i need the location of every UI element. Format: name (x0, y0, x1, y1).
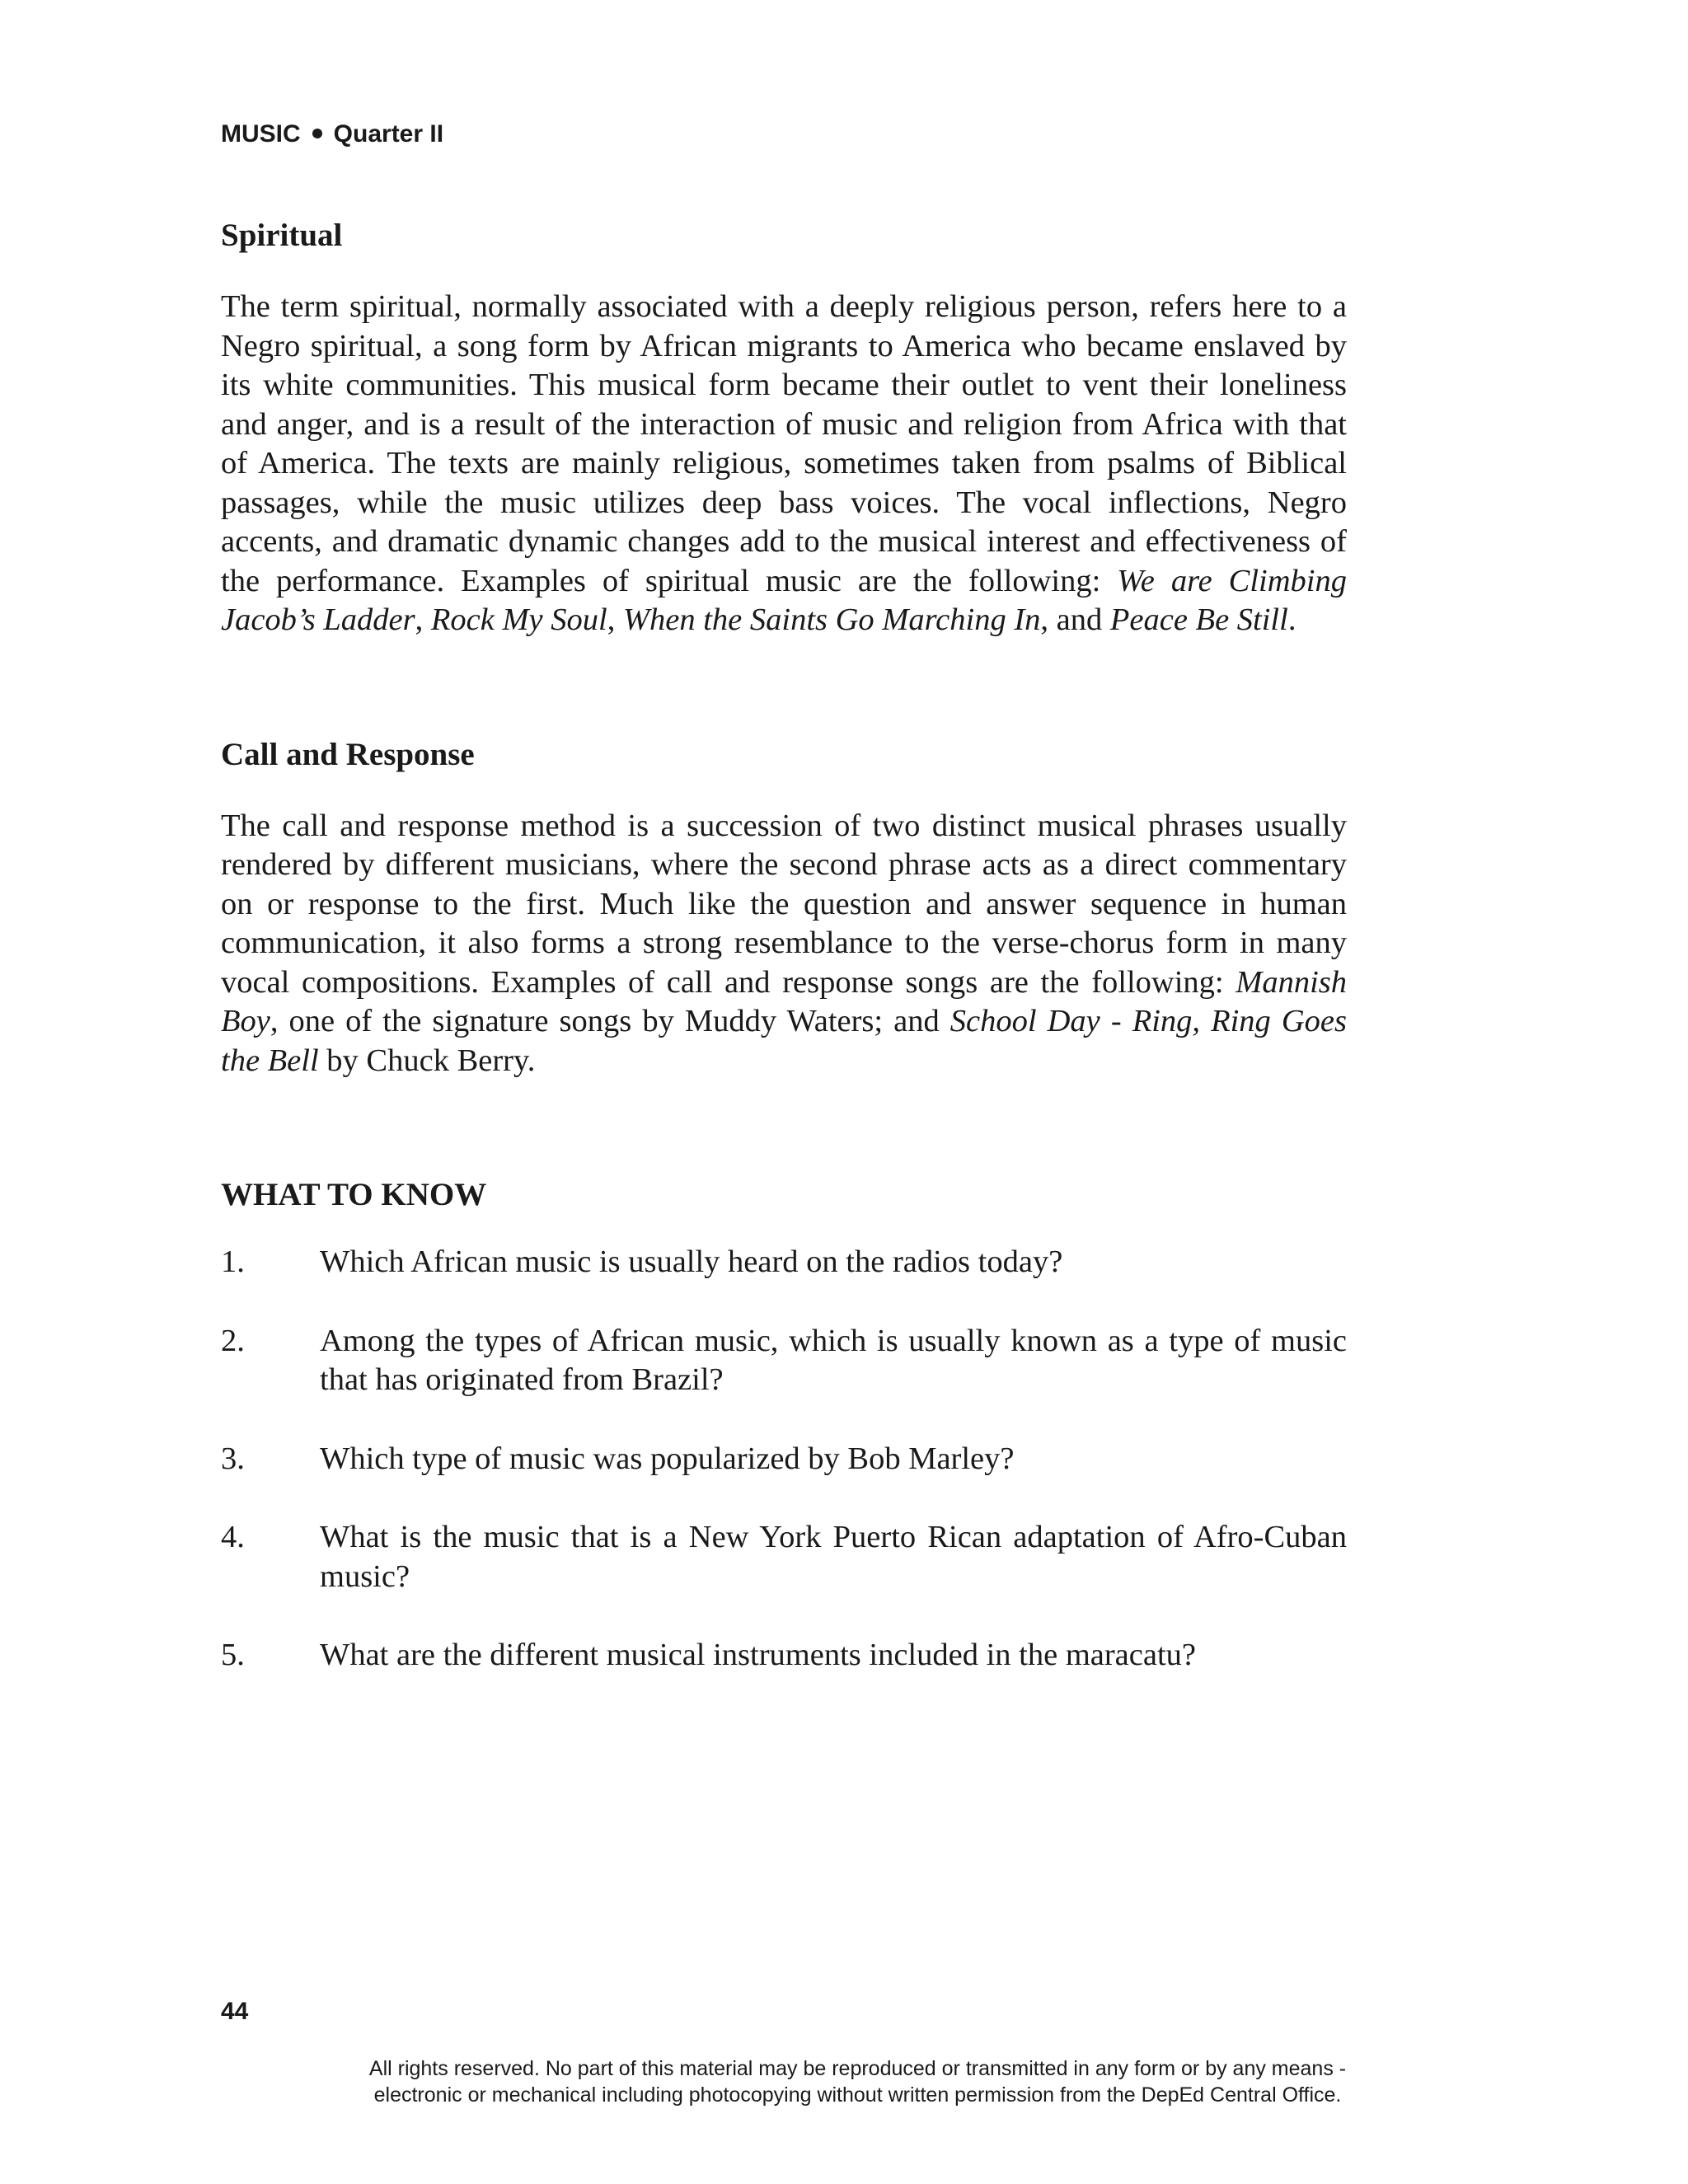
call-response-text: The call and response method is a succession of two distinct musical phrases usually rendered by different musicians, where the second phrase acts as a direct commentary on or response to the first. Much like the question and answer sequence in human communication, it also forms a strong resemblance to the verse-chorus form in many vocal compositions. Examples of call and response songs are the following: (221, 808, 1347, 1000)
section-title-spiritual: Spiritual (221, 218, 343, 253)
item-question: Among the types of African music, which is usually known as a type of music that has originated from Brazil? (320, 1323, 1347, 1397)
header-quarter: Quarter II (333, 120, 444, 148)
sentence-end: . (1287, 602, 1296, 637)
spiritual-example-4: Peace Be Still (1109, 602, 1288, 637)
list-item (221, 1322, 1347, 1400)
call-response-text-mid: , one of the signature songs by Muddy Waters; and (270, 1004, 950, 1038)
item-number: 1. (221, 1244, 245, 1279)
list-item (221, 1440, 1347, 1479)
item-question: What is the music that is a New York Puerto Rican adaptation of Afro-Cuban music? (320, 1520, 1347, 1594)
running-header (221, 120, 443, 148)
separator: , (607, 602, 623, 637)
page-content (221, 211, 1347, 1715)
item-question: Which type of music was popularized by Bob Marley? (320, 1441, 1015, 1476)
copyright-footer (221, 2055, 1494, 2108)
spiritual-paragraph (221, 288, 1347, 640)
item-number: 2. (221, 1323, 245, 1358)
page-number: 44 (221, 1998, 249, 2025)
bullet-dot-icon (312, 129, 322, 138)
footer-line-1: All rights reserved. No part of this material may be reproduced or transmitted in any form or by any means - (368, 2057, 1347, 2080)
spiritual-example-2: Rock My Soul (430, 602, 607, 637)
spiritual-example-3: When the Saints Go Marching In (622, 602, 1041, 637)
section-title-what-to-know: WHAT TO KNOW (221, 1177, 487, 1212)
item-number: 5. (221, 1638, 245, 1672)
item-number: 3. (221, 1441, 245, 1476)
list-item (221, 1518, 1347, 1596)
separator: , and (1040, 602, 1110, 637)
question-list (221, 1243, 1347, 1675)
section-title-call-response: Call and Response (221, 736, 475, 772)
list-item (221, 1243, 1347, 1282)
call-response-text-end: by Chuck Berry. (318, 1043, 536, 1078)
spiritual-text: The term spiritual, normally associated with a deeply religious person, refers here to a Negro spiritual, a song form by African migrants to America who became enslaved by its white communities. This musical form became their outlet to vent their loneliness and anger, and is a result of the interaction of music and religion from Africa with that of America. The texts are mainly religious, sometimes taken from psalms of Biblical passages, while the music utilizes deep bass voices. The vocal inflections, Negro accents, and dramatic dynamic changes add to the musical interest and effectiveness of the performance. Examples of spiritual music are the following: (221, 289, 1347, 598)
item-number: 4. (221, 1520, 245, 1554)
call-response-example-1: Mannish Boy (221, 964, 1347, 1038)
call-response-example-2: School Day - Ring, Ring Goes the Bell (221, 1004, 1347, 1078)
separator: , (415, 602, 431, 637)
header-subject: MUSIC (221, 120, 301, 148)
footer-line-2: electronic or mechanical including photocopying without written permission from the DepEd Central Office. (373, 2083, 1342, 2107)
call-response-paragraph (221, 807, 1347, 1081)
list-item (221, 1636, 1347, 1675)
item-question: Which African music is usually heard on the radios today? (320, 1244, 1063, 1279)
item-question: What are the different musical instruments included in the maracatu? (320, 1638, 1196, 1672)
spiritual-example-1: We are Climbing Jacob’s Ladder (221, 563, 1347, 637)
